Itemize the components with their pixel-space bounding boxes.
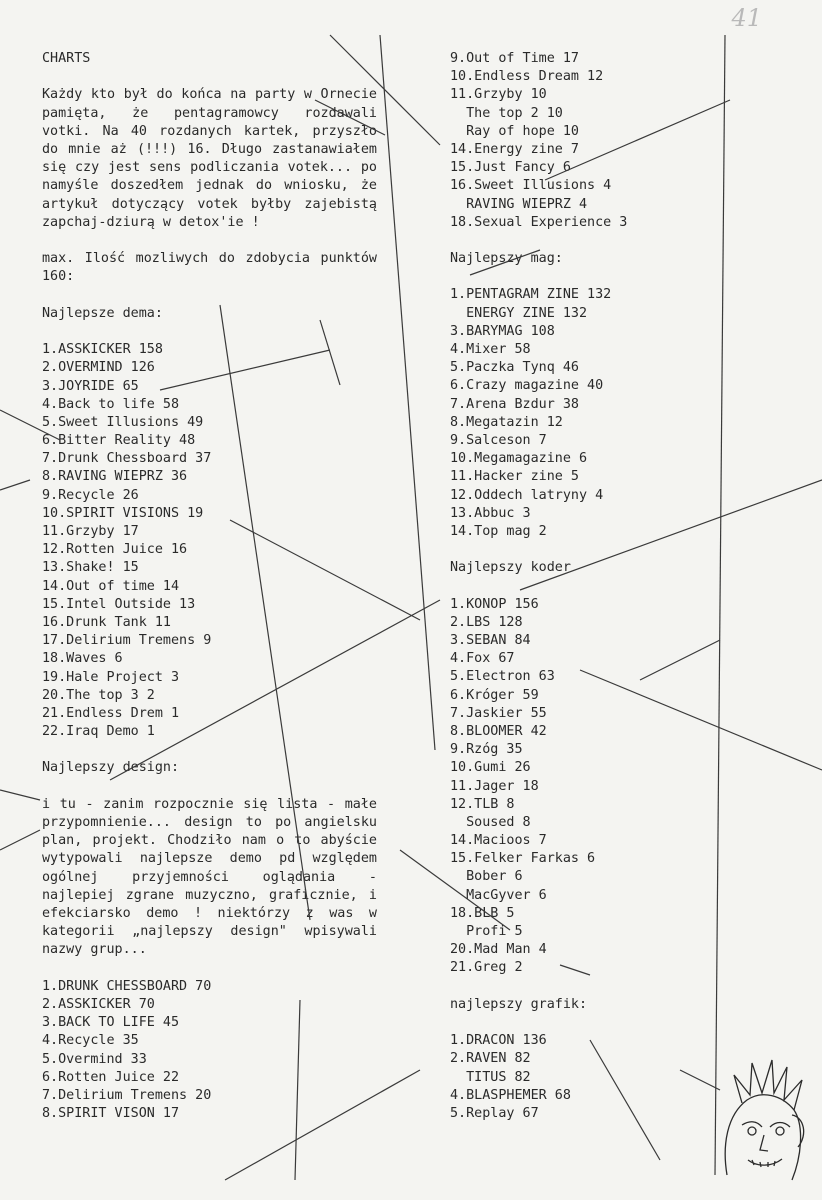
coder-list-item: MacGyver 6 <box>450 887 547 903</box>
intro-paragraph: Każdy kto był do końca na party w Ornecie pamięta, że pentagramowcy rozdawali votki. Na 40 rozdanych kartek, przyszło do mnie aż (!!!) 16. Długo zastanawiałem się czy jest sens podliczania votek... po namyśle doszedłem jednak do wniosku, że artykuł dotyczący votek byłby zajebistą zapchaj-dziurą w detox'ie ! <box>42 87 377 230</box>
mag-list-item: 12.Oddech latryny 4 <box>450 487 604 503</box>
demos-list-continued <box>450 50 780 232</box>
mag-list-item: 4.Mixer 58 <box>450 342 531 357</box>
mag-list-item: ENERGY ZINE 132 <box>450 305 588 321</box>
design-list-item: 7.Delirium Tremens 20 <box>42 1087 212 1103</box>
design-list-item: 8.SPIRIT VISON 17 <box>42 1106 180 1122</box>
mag-list-item: 13.Abbuc 3 <box>450 505 531 521</box>
page-number: 41 <box>731 4 762 32</box>
demo-list-item: 11.Grzyby 10 <box>450 87 547 103</box>
punk-face-doodle <box>712 1055 812 1185</box>
mag-list-item: 10.Megamagazine 6 <box>450 451 588 467</box>
coder-list-item: 21.Greg 2 <box>450 960 523 976</box>
demo-list-item: 9.Recycle 26 <box>42 487 139 503</box>
coder-list-item: 5.Electron 63 <box>450 669 555 685</box>
coder-list-item: 2.LBS 128 <box>450 614 523 630</box>
coder-list-item: 15.Felker Farkas 6 <box>450 851 596 867</box>
demos-heading: Najlepsze dema: <box>42 305 163 321</box>
coder-list-item: 1.KONOP 156 <box>450 596 539 612</box>
demo-list-item: 20.The top 3 2 <box>42 687 155 703</box>
demo-list-item: 15.Intel Outside 13 <box>42 596 196 612</box>
mag-list-item: 11.Hacker zine 5 <box>450 469 579 485</box>
grafik-list-item: 5.Replay 67 <box>450 1105 539 1121</box>
coder-list-item: Profi 5 <box>450 924 523 939</box>
design-list-item: 3.BACK TO LIFE 45 <box>42 1015 180 1031</box>
demo-list-item: 22.Iraq Demo 1 <box>42 724 155 740</box>
mag-list-item: 6.Crazy magazine 40 <box>450 378 604 394</box>
mag-list-item: 9.Salceson 7 <box>450 432 547 448</box>
demo-list-item: 18.Sexual Experience 3 <box>450 214 628 230</box>
demo-list-item: 10.Endless Dream 12 <box>450 69 604 85</box>
coder-list-item: 8.BLOOMER 42 <box>450 723 547 739</box>
demo-list-item: 8.RAVING WIEPRZ 36 <box>42 469 188 485</box>
coder-list-item: 4.Fox 67 <box>450 651 515 667</box>
design-heading: Najlepszy design: <box>42 760 180 776</box>
grafik-list-item: 2.RAVEN 82 <box>450 1051 531 1067</box>
demo-list-item: 14.Energy zine 7 <box>450 141 579 157</box>
grafik-list-item: 1.DRACON 136 <box>450 1033 547 1049</box>
demo-list-item: 11.Grzyby 17 <box>42 524 139 540</box>
coder-list-item: 3.SEBAN 84 <box>450 633 531 648</box>
grafik-list-item: TITUS 82 <box>450 1069 531 1085</box>
demo-list-item: 2.OVERMIND 126 <box>42 360 155 376</box>
design-list-item: 5.Overmind 33 <box>42 1051 147 1067</box>
left-column <box>42 50 377 1123</box>
right-column <box>450 50 780 1123</box>
coder-list-item: 11.Jager 18 <box>450 778 539 794</box>
mag-list-item: 14.Top mag 2 <box>450 523 547 539</box>
demo-list-item: 13.Shake! 15 <box>42 560 139 576</box>
demo-list-item: 12.Rotten Juice 16 <box>42 542 188 558</box>
design-intro-paragraph: i tu - zanim rozpocznie się lista - małe przypomnienie... design to po angielsku plan, projekt. Chodziło nam o to abyście wytypowali najlepsze demo pd względem ogólnej przyjemności oglądania - najlepiej zgrane muzyczno, graficznie, i efekciarsko demo ! niektórzy z was w kategorii „najlepszy design" wpisywali nazwy grup... <box>42 796 377 958</box>
coder-list-item: 10.Gumi 26 <box>450 760 531 776</box>
demo-list-item: 17.Delirium Tremens 9 <box>42 633 212 649</box>
demos-list <box>42 341 377 741</box>
mag-list-item: 3.BARYMAG 108 <box>450 323 555 339</box>
design-list <box>42 978 377 1124</box>
demo-list-item: Ray of hope 10 <box>450 123 579 139</box>
grafik-heading: najlepszy grafik: <box>450 996 588 1012</box>
demo-list-item: 3.JOYRIDE 65 <box>42 378 139 394</box>
design-list-item: 6.Rotten Juice 22 <box>42 1069 180 1085</box>
demo-list-item: 10.SPIRIT VISIONS 19 <box>42 505 204 521</box>
demo-list-item: 19.Hale Project 3 <box>42 669 180 685</box>
demo-list-item: 9.Out of Time 17 <box>450 51 579 66</box>
design-list-item: 2.ASSKICKER 70 <box>42 997 155 1013</box>
demo-list-item: The top 2 10 <box>450 105 563 121</box>
demo-list-item: 4.Back to life 58 <box>42 396 180 412</box>
coder-list-item: 9.Rzóg 35 <box>450 742 523 758</box>
mag-list-item: 7.Arena Bzdur 38 <box>450 396 579 412</box>
coder-list-item: 6.Króger 59 <box>450 687 539 703</box>
demo-list-item: 18.Waves 6 <box>42 651 123 667</box>
coder-list-item: 12.TLB 8 <box>450 796 515 812</box>
coder-list-item: 14.Macioos 7 <box>450 833 547 849</box>
mag-list <box>450 286 780 541</box>
mag-heading: Najlepszy mag: <box>450 251 563 267</box>
demo-list-item: 5.Sweet Illusions 49 <box>42 414 204 430</box>
coder-list-item: 18.BLB 5 <box>450 905 515 921</box>
demo-list-item: RAVING WIEPRZ 4 <box>450 196 588 212</box>
coder-list <box>450 596 780 978</box>
mag-list-item: 8.Megatazin 12 <box>450 414 563 430</box>
demo-list-item: 6.Bitter Reality 48 <box>42 433 196 449</box>
coder-list-item: Soused 8 <box>450 814 531 830</box>
design-list-item: 1.DRUNK CHESSBOARD 70 <box>42 978 212 994</box>
design-list-item: 4.Recycle 35 <box>42 1033 139 1049</box>
coder-list-item: 7.Jaskier 55 <box>450 705 547 721</box>
demo-list-item: 21.Endless Drem 1 <box>42 705 180 721</box>
demo-list-item: 16.Drunk Tank 11 <box>42 614 171 630</box>
coder-heading: Najlepszy koder <box>450 560 571 576</box>
coder-list-item: Bober 6 <box>450 869 523 885</box>
demo-list-item: 14.Out of time 14 <box>42 578 180 594</box>
article-title: CHARTS <box>42 51 91 66</box>
demo-list-item: 1.ASSKICKER 158 <box>42 342 163 358</box>
mag-list-item: 5.Paczka Tynq 46 <box>450 360 579 376</box>
max-points-text: max. Ilość mozliwych do zdobycia punktów 160: <box>42 251 377 285</box>
demo-list-item: 7.Drunk Chessboard 37 <box>42 451 212 467</box>
grafik-list-item: 4.BLASPHEMER 68 <box>450 1087 571 1103</box>
coder-list-item: 20.Mad Man 4 <box>450 942 547 958</box>
demo-list-item: 15.Just Fancy 6 <box>450 160 571 176</box>
demo-list-item: 16.Sweet Illusions 4 <box>450 178 612 194</box>
mag-list-item: 1.PENTAGRAM ZINE 132 <box>450 287 612 303</box>
